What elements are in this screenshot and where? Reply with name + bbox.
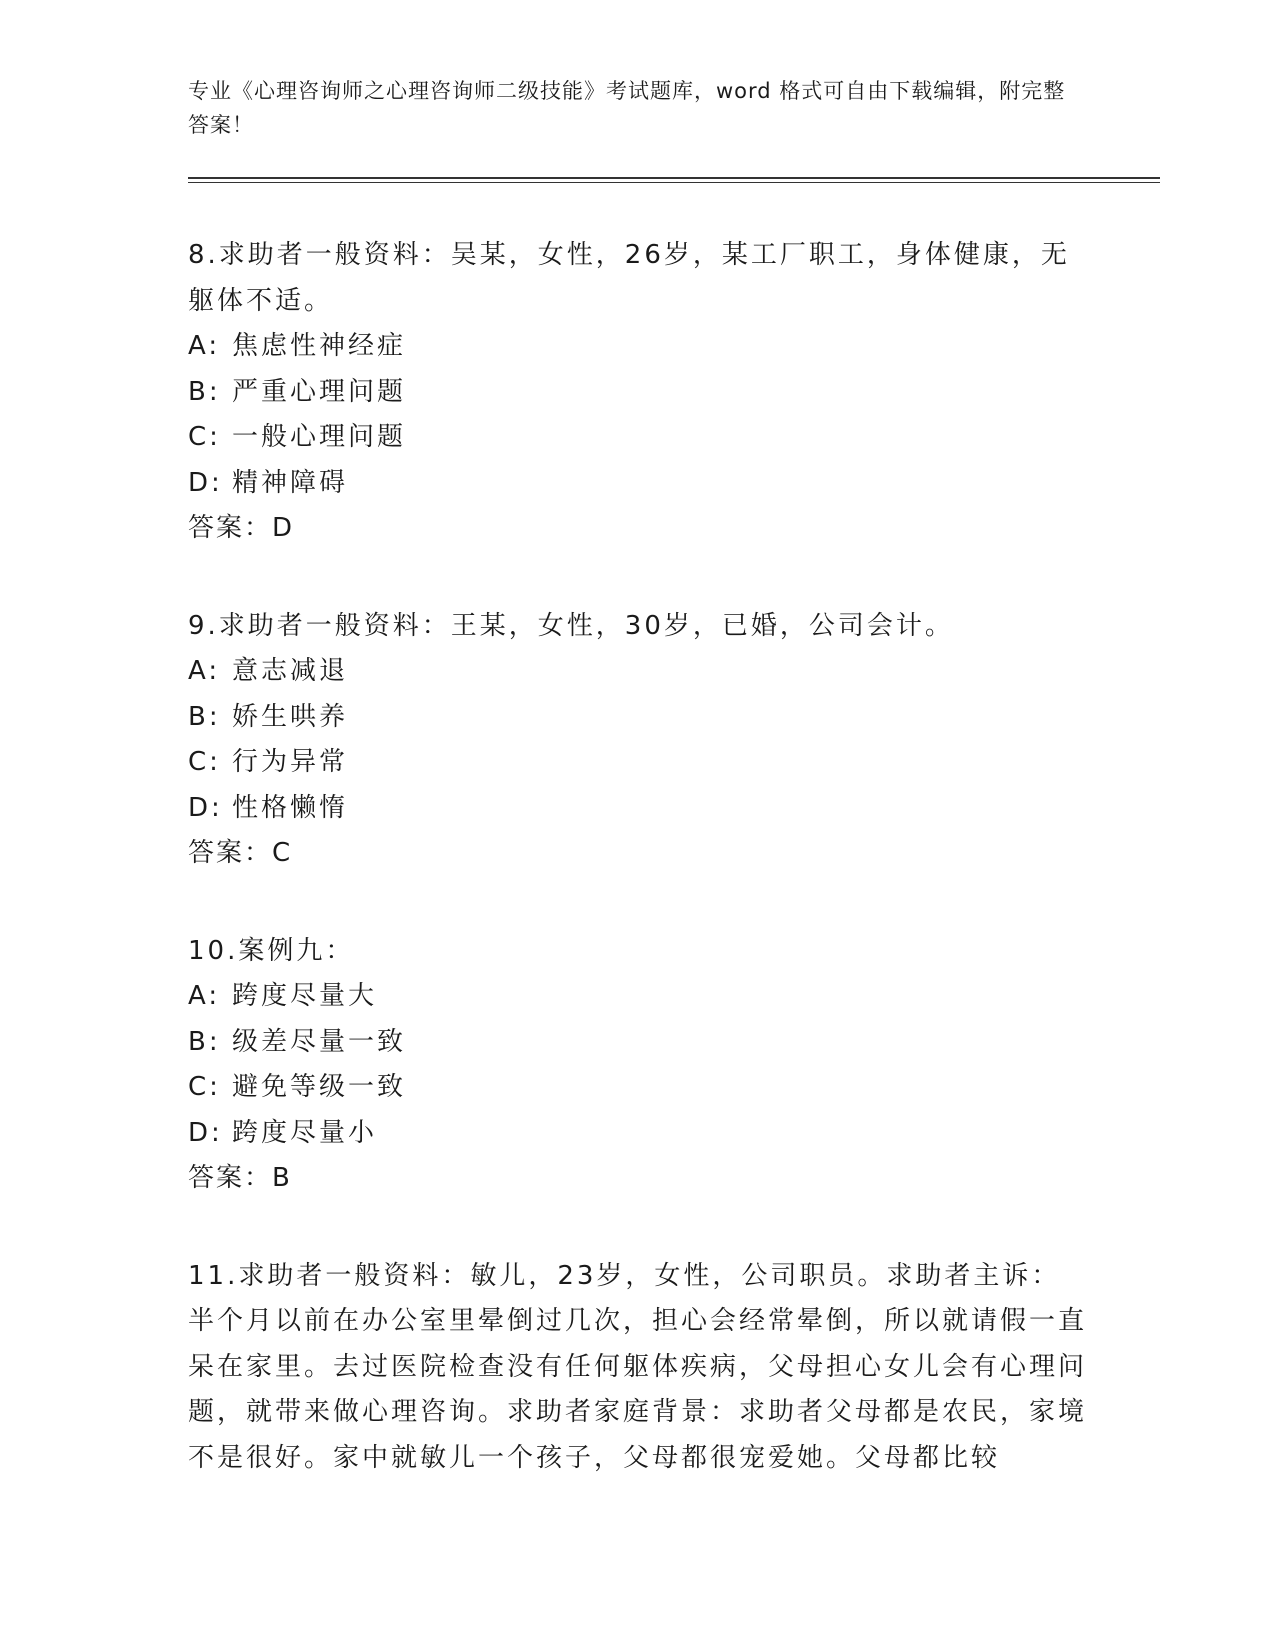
option-letter: C: xyxy=(188,422,221,452)
question-stem: 8.求助者一般资料：吴某，女性，26岁，某工厂职工，身体健康，无躯体不适。 xyxy=(188,240,1070,316)
option-letter: D: xyxy=(188,467,223,498)
option-d xyxy=(188,1111,1088,1157)
option-text: 级差尽量一致 xyxy=(232,1026,407,1057)
option-text: 跨度尽量小 xyxy=(232,1117,378,1148)
option-letter: D: xyxy=(188,792,223,823)
option-letter: A: xyxy=(188,656,221,686)
option-text: 娇生哄养 xyxy=(232,701,349,732)
option-text: 行为异常 xyxy=(232,747,349,777)
answer-line: 答案：D xyxy=(188,513,295,543)
option-letter: B: xyxy=(188,376,221,407)
question-list xyxy=(188,233,1088,1533)
option-a xyxy=(188,974,1088,1020)
option-letter: D: xyxy=(188,1117,223,1148)
answer-line: 答案：B xyxy=(188,1163,292,1193)
option-letter: A: xyxy=(188,331,221,361)
option-letter: B: xyxy=(188,1026,221,1057)
option-text: 避免等级一致 xyxy=(232,1072,407,1102)
option-text: 一般心理问题 xyxy=(232,422,407,452)
option-text: 跨度尽量大 xyxy=(232,981,378,1011)
header-divider-thick xyxy=(188,177,1160,179)
header-divider-thin xyxy=(188,182,1160,183)
option-b xyxy=(188,1020,1088,1066)
question-11 xyxy=(188,1254,1088,1482)
option-text: 意志减退 xyxy=(232,656,349,686)
document-header: 专业《心理咨询师之心理咨询师二级技能》考试题库，word 格式可自由下载编辑，附完整答案！ xyxy=(188,79,1066,137)
option-text: 焦虑性神经症 xyxy=(232,331,407,361)
question-stem: 10.案例九： xyxy=(188,935,355,966)
option-letter: A: xyxy=(188,981,221,1011)
option-text: 精神障碍 xyxy=(232,467,349,498)
option-a xyxy=(188,649,1088,695)
option-a xyxy=(188,324,1088,370)
option-c xyxy=(188,740,1088,786)
option-b xyxy=(188,695,1088,741)
question-8 xyxy=(188,233,1088,552)
answer-line: 答案：C xyxy=(188,838,293,868)
option-letter: C: xyxy=(188,747,221,777)
option-text: 性格懒惰 xyxy=(232,792,349,823)
option-d xyxy=(188,461,1088,507)
option-c xyxy=(188,415,1088,461)
question-10 xyxy=(188,929,1088,1202)
option-letter: C: xyxy=(188,1072,221,1102)
option-letter: B: xyxy=(188,701,221,732)
question-9 xyxy=(188,604,1088,877)
option-c xyxy=(188,1065,1088,1111)
question-stem: 11.求助者一般资料：敏儿，23岁，女性，公司职员。求助者主诉：半个月以前在办公室里晕倒过几次，担心会经常晕倒，所以就请假一直呆在家里。去过医院检查没有任何躯体疾病，父母担心女儿会有心理问题，就带来做心理咨询。求助者家庭背景：求助者父母都是农民，家境不是很好。家中就敏儿一个孩子，父母都很宠爱她。父母都比较 xyxy=(188,1260,1088,1473)
option-text: 严重心理问题 xyxy=(232,376,407,407)
option-d xyxy=(188,786,1088,832)
question-stem: 9.求助者一般资料：王某，女性，30岁，已婚，公司会计。 xyxy=(188,610,954,641)
option-b xyxy=(188,370,1088,416)
